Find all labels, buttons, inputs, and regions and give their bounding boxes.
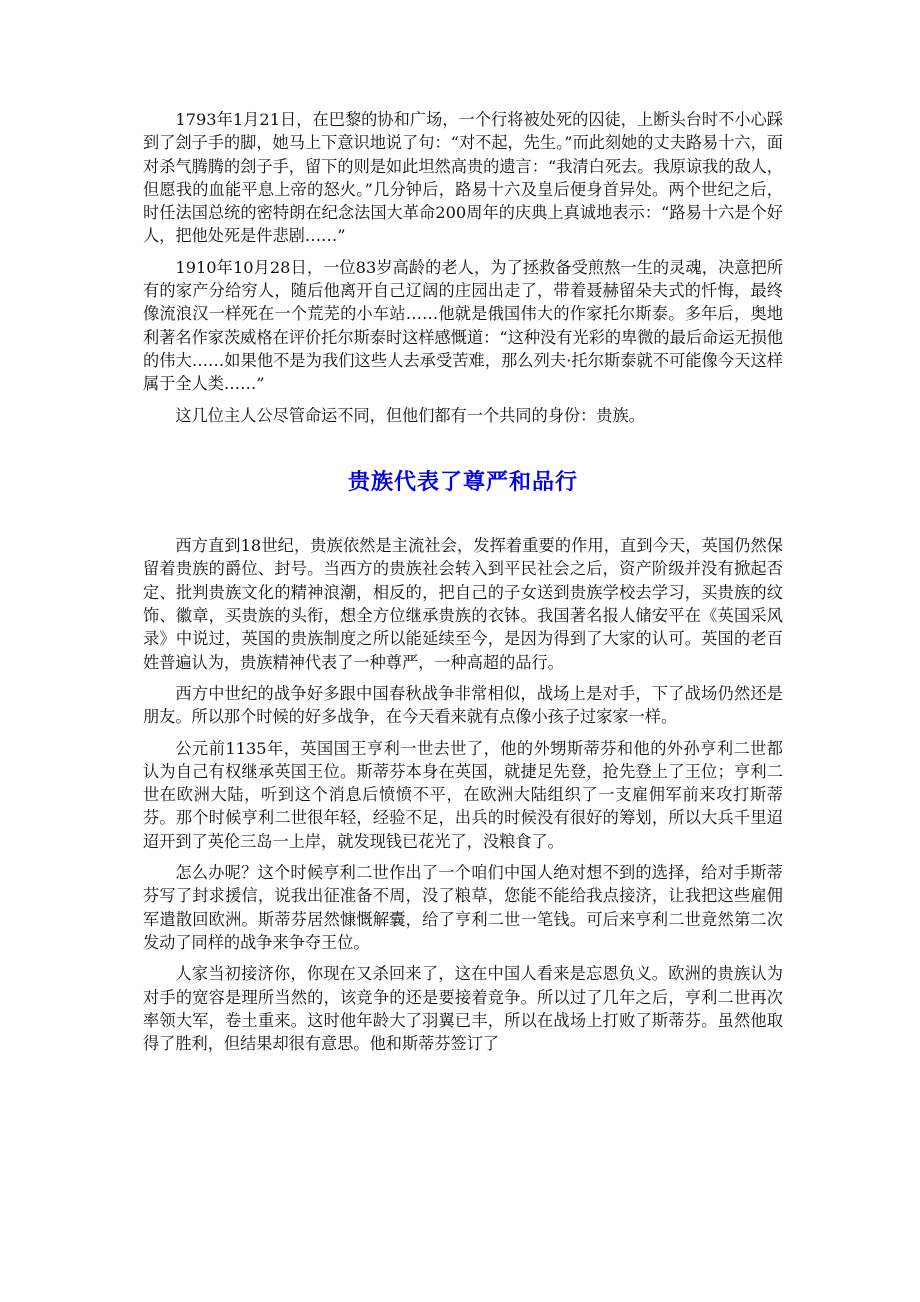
section-paragraph-2: 西方中世纪的战争好多跟中国春秋战争非常相似，战场上是对手，下了战场仍然还是朋友。所以那个时候的好多战争，在今天看来就有点像小孩子过家家一样。 (143, 683, 783, 727)
section-paragraph-3: 公元前1135年，英国国王亨利一世去世了，他的外甥斯蒂芬和他的外孙亨利二世都认为自己有权继承英国王位。斯蒂芬本身在英国，就捷足先登，抢先登上了王位；亨利二世在欧洲大陆，听到这个消息后愤愤不平，在欧洲大陆组织了一支雇佣军前来攻打斯蒂芬。那个时候亨利二世很年轻，经验不足，出兵的时候没有很好的筹划，所以大兵千里迢迢开到了英伦三岛一上岸，就发现钱已花光了，没粮食了。 (143, 738, 783, 851)
intro-paragraph-3: 这几位主人公尽管命运不同，但他们都有一个共同的身份：贵族。 (175, 405, 645, 425)
section-paragraph-5: 人家当初接济你，你现在又杀回来了，这在中国人看来是忘恩负义。欧洲的贵族认为对手的宽容是理所当然的，该竞争的还是要接着竞争。所以过了几年之后，亨利二世再次率领大军，卷土重来。这时他年龄大了羽翼已丰，所以在战场上打败了斯蒂芬。虽然他取得了胜利，但结果却很有意思。他和斯蒂芬签订了 (143, 964, 783, 1054)
section-paragraph-1: 西方直到18世纪，贵族依然是主流社会，发挥着重要的作用，直到今天，英国仍然保留着贵族的爵位、封号。当西方的贵族社会转入到平民社会之后，资产阶级并没有掀起否定、批判贵族文化的精神浪潮，相反的，把自己的子女送到贵族学校去学习，买贵族的纹饰、徽章，买贵族的头衔，想全方位继承贵族的衣钵。我国著名报人储安平在《英国采风录》中说过，英国的贵族制度之所以能延续至今，是因为得到了大家的认可。英国的老百姓普遍认为，贵族精神代表了一种尊严，一种高超的品行。 (143, 536, 783, 672)
section-heading: 贵族代表了尊严和品行 (347, 468, 578, 495)
section-paragraph-4: 怎么办呢？这个时候亨利二世作出了一个咱们中国人绝对想不到的选择，给对手斯蒂芬写了封求援信，说我出征准备不周，没了粮草，您能不能给我点接济，让我把这些雇佣军遣散回欧洲。斯蒂芬居然慷慨解囊，给了亨利二世一笔钱。可后来亨利二世竟然第二次发动了同样的战争来争夺王位。 (143, 863, 783, 952)
document-page (143, 108, 783, 1063)
intro-paragraph-1: 1793年1月21日，在巴黎的协和广场，一个行将被处死的囚徒，上断头台时不小心踩到了刽子手的脚，她马上下意识地说了句：“对不起，先生。”而此刻她的丈夫路易十六，面对杀气腾腾的刽子手，留下的则是如此坦然高贵的遗言：“我清白死去。我原谅我的敌人，但愿我的血能平息上帝的怒火。”几分钟后，路易十六及皇后便身首异处。两个世纪之后，时任法国总统的密特朗在纪念法国大革命200周年的庆典上真诚地表示：“路易十六是个好人，把他处死是件悲剧……” (143, 110, 783, 246)
intro-paragraph-2: 1910年10月28日，一位83岁高龄的老人，为了拯救备受煎熬一生的灵魂，决意把所有的家产分给穷人，随后他离开自己辽阔的庄园出走了，带着聂赫留朵夫式的忏悔，最终像流浪汉一样死在一个荒芜的小车站……他就是俄国伟大的作家托尔斯泰。多年后，奥地利著名作家茨威格在评价托尔斯泰时这样感慨道：“这种没有光彩的卑微的最后命运无损他的伟大……如果他不是为我们这些人去承受苦难，那么列夫·托尔斯泰就不可能像今天这样属于全人类……” (143, 257, 783, 394)
